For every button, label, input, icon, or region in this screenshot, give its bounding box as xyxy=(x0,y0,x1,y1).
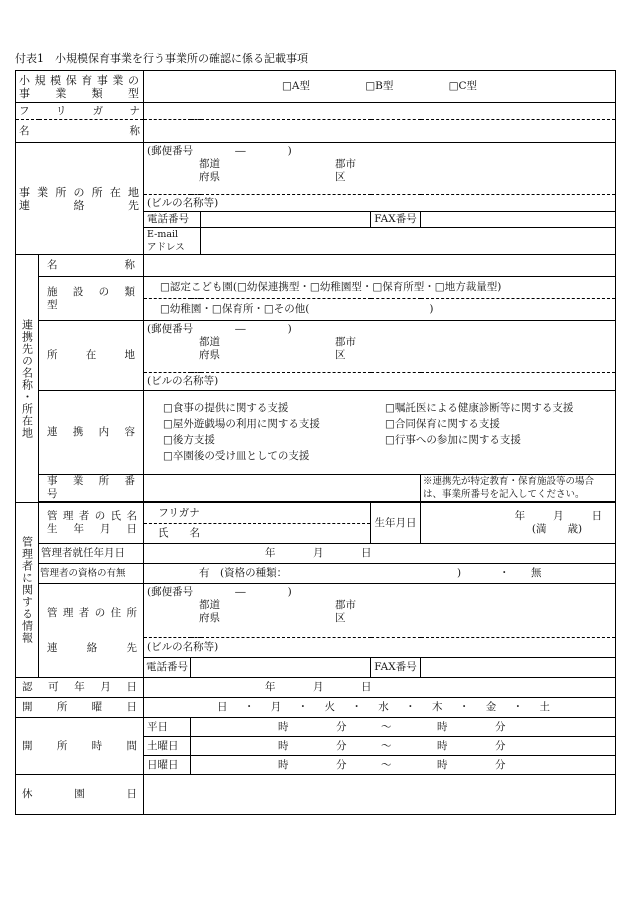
partner-office-no-note: ※連携先が特定教育・保育施設等の場合は、事業所番号を記入してください。 xyxy=(421,475,616,502)
facility-phone-field[interactable] xyxy=(201,212,371,228)
type-b-checkbox[interactable]: □B型 xyxy=(365,80,394,92)
partner-office-no-label: 事 業 所 番 号 xyxy=(39,475,144,502)
furigana-field[interactable] xyxy=(144,103,616,120)
facility-fax-label: FAX番号 xyxy=(371,212,421,228)
business-type-label: 小規模保育事業の 事 業 類 型 xyxy=(16,71,144,103)
manager-address-field[interactable]: (郵便番号 ― ) 都道 郡市 府県 区 xyxy=(144,584,616,638)
hours-saturday-field[interactable]: 時 分 ～ 時 分 xyxy=(191,737,616,756)
manager-name-field[interactable]: フリガナ 氏 名 xyxy=(144,503,371,544)
partner-building-field[interactable]: (ビルの名称等) xyxy=(144,373,616,391)
open-hours-label: 開 所 時 間 xyxy=(16,718,144,775)
hours-sunday-label: 日曜日 xyxy=(144,756,191,775)
manager-address-label: 管理者の住所 連 絡 先 xyxy=(39,584,144,678)
holidays-field[interactable] xyxy=(144,775,616,815)
hours-weekday-field[interactable]: 時 分 ～ 時 分 xyxy=(191,718,616,737)
partner-address-label: 所 在 地 xyxy=(39,321,144,391)
partner-office-no-field[interactable] xyxy=(144,475,421,502)
name-label: 名 称 xyxy=(16,120,144,143)
partner-type-line2[interactable]: □幼稚園・□保育所・□その他( ) xyxy=(144,299,616,321)
hours-weekday-label: 平日 xyxy=(144,718,191,737)
facility-fax-field[interactable] xyxy=(421,212,616,228)
manager-qual-field[interactable]: 有 (資格の種類： ) ・ 無 xyxy=(144,564,616,584)
manager-qual-label: 管理者の資格の有無 xyxy=(39,564,144,584)
registration-form xyxy=(15,70,616,815)
type-c-checkbox[interactable]: □C型 xyxy=(448,80,478,92)
furigana-label: フ リ ガ ナ xyxy=(16,103,144,120)
support-event-checkbox[interactable]: □行事への参加に関する支援 xyxy=(385,434,521,446)
partner-content-label: 連 携 内 容 xyxy=(39,391,144,475)
manager-birth-label: 生年月日 xyxy=(371,503,421,544)
support-doctor-checkbox[interactable]: □嘱託医による健康診断等に関する支援 xyxy=(385,402,574,414)
manager-appointed-field[interactable]: 年 月 日 xyxy=(144,544,616,564)
facility-building-field[interactable]: (ビルの名称等) xyxy=(144,195,616,212)
facility-email-field[interactable] xyxy=(201,228,616,255)
manager-appointed-label: 管理者就任年月日 xyxy=(39,544,144,564)
partner-type-line1[interactable]: □認定こども園(□幼保連携型・□幼稚園型・□保育所型・□地方裁量型) xyxy=(144,277,616,299)
business-type-options[interactable] xyxy=(144,71,616,103)
support-graduation-checkbox[interactable]: □卒園後の受け皿としての支援 xyxy=(163,450,310,462)
manager-side-label: 管理者に関する情報 xyxy=(16,503,39,678)
open-days-field[interactable]: 日 ・ 月 ・ 火 ・ 水 ・ 木 ・ 金 ・ 土 xyxy=(144,698,616,718)
holidays-label: 休 園 日 xyxy=(16,775,144,815)
manager-name-label: 管理者の氏名 生 年 月 日 xyxy=(39,503,144,544)
support-meal-checkbox[interactable]: □食事の提供に関する支援 xyxy=(163,402,289,414)
support-joint-care-checkbox[interactable]: □合同保育に関する支援 xyxy=(385,418,500,430)
support-playground-checkbox[interactable]: □屋外遊戯場の利用に関する支援 xyxy=(163,418,320,430)
support-backup-checkbox[interactable]: □後方支援 xyxy=(163,434,215,446)
hours-sunday-field[interactable]: 時 分 ～ 時 分 xyxy=(191,756,616,775)
partner-side-label: 連携先の名称・所在地 xyxy=(16,255,39,503)
manager-phone-label: 電話番号 xyxy=(144,658,191,678)
facility-phone-label: 電話番号 xyxy=(144,212,201,228)
facility-address-label: 事業所の所在地 連 絡 先 xyxy=(16,143,144,255)
page-title: 付表1 小規模保育事業を行う事業所の確認に係る記載事項 xyxy=(15,52,308,65)
partner-type-label: 施 設 の 類 型 xyxy=(39,277,144,321)
approval-field[interactable]: 年 月 日 xyxy=(144,678,616,698)
open-days-label: 開 所 曜 日 xyxy=(16,698,144,718)
facility-address-field[interactable]: (郵便番号 ― ) 都道 郡市 府県 区 xyxy=(144,143,616,195)
hours-saturday-label: 土曜日 xyxy=(144,737,191,756)
manager-birth-field[interactable]: 年 月 日 (満 歳) xyxy=(421,503,616,544)
manager-phone-field[interactable] xyxy=(191,658,371,678)
manager-fax-field[interactable] xyxy=(421,658,616,678)
partner-name-label: 名 称 xyxy=(39,255,144,277)
partner-name-field[interactable] xyxy=(144,255,616,277)
manager-building-field[interactable]: (ビルの名称等) xyxy=(144,638,616,658)
approval-label: 認 可 年 月 日 xyxy=(16,678,144,698)
facility-email-label: E-mail アドレス xyxy=(144,228,201,255)
partner-address-field[interactable]: (郵便番号 ― ) 都道 郡市 府県 区 xyxy=(144,321,616,373)
partner-support-list xyxy=(144,391,616,475)
type-a-checkbox[interactable]: □A型 xyxy=(282,80,311,92)
name-field[interactable] xyxy=(144,120,616,143)
manager-fax-label: FAX番号 xyxy=(371,658,421,678)
